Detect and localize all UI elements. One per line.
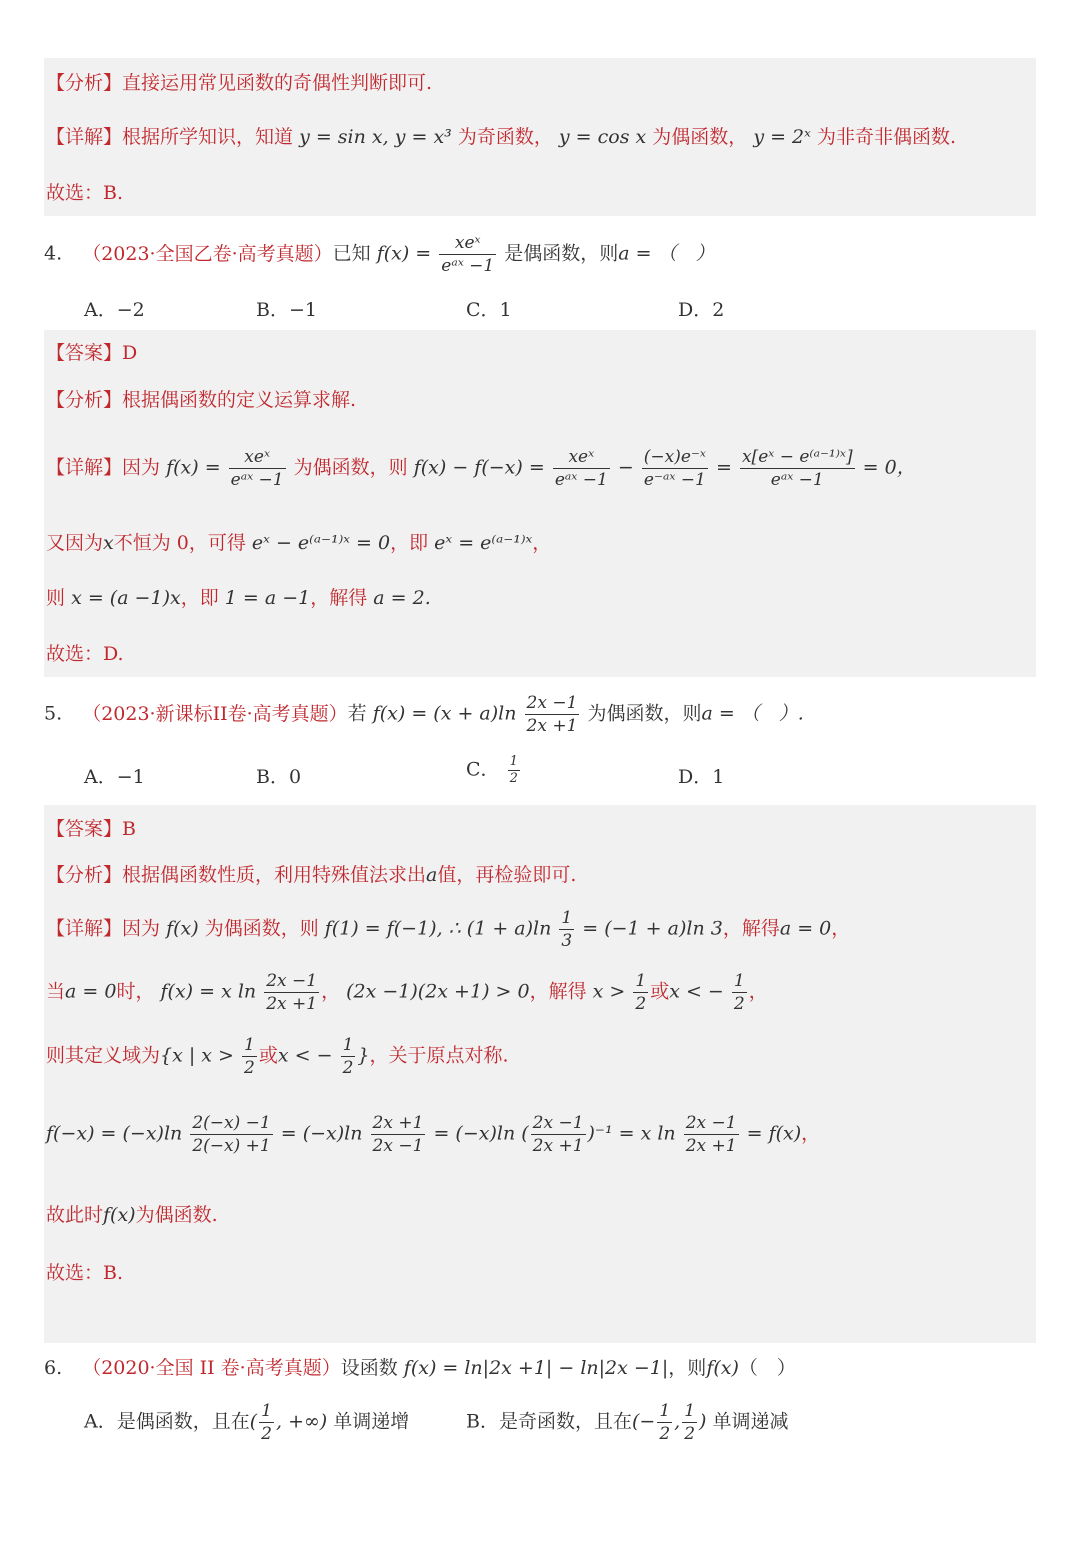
math-expr: f(x) = ln|2x +1| − ln|2x −1|: [403, 1357, 669, 1379]
math-expr: x = (a −1)x: [71, 587, 181, 609]
fraction: [190, 1112, 272, 1157]
fraction-denominator: 2: [635, 994, 647, 1014]
math-expr: a = （ ）: [618, 242, 715, 265]
fraction: [371, 1112, 426, 1157]
detail-text: 为奇函数，: [457, 126, 553, 148]
option-b: B．0: [256, 766, 302, 788]
analysis-tag: 【分析】: [46, 72, 123, 94]
detail-text: 或: [258, 1044, 278, 1067]
fraction-numerator: 1: [561, 908, 573, 928]
math-expr: )⁻¹ = x ln: [587, 1122, 676, 1145]
fraction-numerator: 1: [684, 1401, 696, 1421]
fraction: [341, 1034, 356, 1079]
fraction: [732, 970, 747, 1015]
detail-text: ，: [831, 917, 851, 940]
analysis-text: 根据偶函数的定义运算求解.: [122, 389, 357, 411]
fraction-denominator: eᵃˣ −1: [441, 256, 495, 276]
question-text: 是偶函数，则: [504, 242, 619, 265]
fraction-denominator: 2: [261, 1424, 272, 1444]
detail-text: 时，: [116, 980, 155, 1003]
fraction-numerator: 1: [261, 1401, 272, 1421]
math-expr: f(−x) = (−x)ln: [46, 1122, 183, 1145]
question-5: [44, 692, 804, 737]
fraction-numerator: 2x +1: [372, 1113, 424, 1133]
fraction-numerator: xeˣ: [229, 446, 286, 469]
answer-line: [46, 818, 136, 841]
math-expr: x < −: [277, 1044, 333, 1067]
detail-text: 故此时: [46, 1204, 104, 1226]
math-expr: f(x): [166, 917, 199, 940]
math-expr: eˣ − e⁽ᵃ⁻¹⁾ˣ = 0: [251, 532, 391, 554]
math-expr: = (−x)ln (: [433, 1122, 529, 1145]
fraction-denominator: eᵃˣ −1: [554, 470, 608, 490]
math-expr: a = 2: [373, 587, 425, 609]
math-expr: f(x): [706, 1357, 739, 1379]
detail-tag: 【详解】: [46, 917, 123, 940]
option-d: D．2: [678, 299, 725, 321]
question-source: （2023·新课标II卷·高考真题）: [82, 702, 348, 725]
fraction-numerator: 1: [244, 1035, 255, 1055]
fraction-denominator: 2: [509, 771, 518, 786]
math-expr: (: [249, 1410, 258, 1433]
math-expr: f(1) = f(−1), ∴ (1 + a)ln: [324, 917, 552, 940]
fraction-denominator: 3: [561, 931, 573, 951]
question-text: 设函数: [340, 1357, 398, 1379]
math-expr: f(x) = (x + a)ln: [372, 702, 517, 725]
fraction-numerator: 1: [659, 1401, 671, 1421]
detail-text: 则: [46, 587, 66, 609]
detail-text: ，: [532, 532, 552, 554]
fraction-denominator: e⁻ᵃˣ −1: [643, 470, 706, 490]
option-c: C．1: [466, 299, 512, 321]
option-d: D．1: [678, 766, 725, 788]
fraction-denominator: eᵃˣ −1: [770, 470, 824, 490]
detail-text: 又因为: [46, 532, 104, 554]
detail-line-4: [46, 1112, 820, 1157]
detail-text: ，: [801, 1122, 821, 1145]
math-expr: y = cos x: [558, 126, 647, 148]
analysis-text: 根据偶函数性质，利用特殊值法求出: [122, 864, 427, 886]
answer-tag: 【答案】: [46, 342, 123, 364]
math-expr: f(x) =: [166, 456, 221, 479]
analysis-line: [46, 72, 432, 95]
detail-text: 根据所学知识，知道: [122, 126, 294, 148]
option-b: [466, 1400, 789, 1445]
fraction-denominator: 2x −1: [372, 1136, 424, 1156]
fraction: [525, 692, 580, 737]
fraction: [642, 446, 708, 491]
math-expr: ): [699, 1410, 707, 1433]
fraction-denominator: 2: [342, 1058, 354, 1078]
detail-text: 为非奇非偶函数.: [816, 126, 956, 148]
math-expr: ,: [674, 1410, 681, 1433]
math-expr: = f(x): [746, 1122, 802, 1145]
detail-line: [46, 126, 956, 149]
math-expr: a: [426, 864, 438, 886]
fraction-denominator: eᵃˣ −1: [230, 470, 284, 490]
analysis-line: [46, 864, 576, 887]
option-a: [84, 1400, 409, 1445]
question-source: （2020·全国 II 卷·高考真题）: [82, 1357, 341, 1379]
fraction-numerator: xeˣ: [553, 446, 610, 469]
analysis-text: 直接运用常见函数的奇偶性判断即可.: [122, 72, 433, 94]
fraction: [740, 446, 855, 491]
question-text: 为偶函数，则: [587, 702, 702, 725]
detail-text: ，即: [390, 532, 429, 554]
math-expr: a = 0: [779, 917, 832, 940]
math-expr: = (−1 + a)ln 3: [582, 917, 723, 940]
fraction-denominator: 2(−x) +1: [192, 1136, 271, 1156]
fraction-numerator: (−x)e⁻ˣ: [643, 447, 706, 467]
math-expr: .: [424, 587, 431, 609]
detail-line: [46, 907, 850, 952]
math-expr: 1 = a −1: [224, 587, 311, 609]
math-expr: {x | x >: [160, 1044, 234, 1067]
detail-text: 为偶函数，: [652, 126, 748, 148]
fraction: [531, 1112, 586, 1157]
question-text: 已知: [332, 242, 371, 265]
math-expr: f(x) = x ln: [160, 980, 257, 1003]
option-a: A．−1: [84, 766, 145, 788]
detail-text: ，即: [180, 587, 219, 609]
answer-tag: 【答案】: [46, 818, 123, 840]
math-expr: = 0，: [862, 456, 916, 479]
fraction-numerator: 2x −1: [532, 1113, 584, 1133]
option-b: B．−1: [256, 299, 317, 321]
fraction: [259, 1400, 274, 1445]
fraction-numerator: 2x −1: [266, 971, 318, 991]
fraction: [439, 232, 496, 277]
fraction: [553, 446, 610, 491]
final-answer: 故选：B.: [46, 182, 124, 204]
math-expr: x: [103, 532, 114, 554]
final-answer: 故选：B.: [46, 1262, 124, 1284]
fraction-numerator: 2x −1: [685, 1113, 737, 1133]
question-source: （2023·全国乙卷·高考真题）: [82, 242, 333, 265]
detail-text: ，解得: [529, 980, 587, 1003]
detail-text: ，: [321, 980, 341, 1003]
math-expr: f(x) − f(−x) =: [413, 456, 545, 479]
fraction: [229, 446, 286, 491]
question-number: 5.: [44, 702, 63, 725]
fraction: [508, 754, 520, 787]
math-expr: , +∞): [275, 1410, 328, 1433]
math-expr: a = 0: [65, 980, 117, 1003]
option-label: C．: [466, 758, 500, 781]
option-c: [466, 754, 522, 787]
fraction-denominator: 2x +1: [526, 716, 578, 736]
detail-text: ，: [748, 980, 768, 1003]
math-expr: f(x) =: [376, 242, 432, 265]
fraction-denominator: 2: [684, 1424, 696, 1444]
detail-text: 为偶函数.: [135, 1204, 218, 1226]
math-expr: −: [617, 456, 634, 479]
option-text: A．是偶函数，且在: [84, 1410, 250, 1433]
option-a: A．−2: [84, 299, 145, 321]
fraction-numerator: 2(−x) −1: [192, 1113, 271, 1133]
question-number: 6.: [44, 1357, 63, 1379]
detail-text: 因为: [122, 456, 161, 479]
fraction-numerator: x[eˣ − e⁽ᵃ⁻¹⁾ˣ]: [741, 447, 853, 467]
fraction-numerator: xeˣ: [439, 232, 496, 255]
detail-text: ，解得: [310, 587, 368, 609]
math-expr: eˣ = e⁽ᵃ⁻¹⁾ˣ: [434, 532, 533, 554]
question-number: 4.: [44, 242, 63, 265]
analysis-tag: 【分析】: [46, 864, 123, 886]
detail-tag: 【详解】: [46, 456, 123, 479]
detail-text: 不恒为 0，可得: [113, 532, 246, 554]
fraction-denominator: 2: [733, 994, 745, 1014]
fraction-denominator: 2: [244, 1058, 255, 1078]
detail-line-5: [46, 1204, 218, 1227]
answer-value: D: [122, 342, 138, 364]
detail-line-2: [46, 970, 768, 1015]
detail-text: 为偶函数，则: [204, 917, 319, 940]
detail-text: ，解得: [722, 917, 780, 940]
question-4: [44, 232, 715, 277]
detail-text: ，关于原点对称.: [369, 1044, 509, 1067]
fraction: [242, 1034, 257, 1079]
fraction-numerator: 1: [342, 1035, 354, 1055]
answer-value: B: [122, 818, 136, 840]
final-answer: 故选：D.: [46, 643, 124, 665]
fraction: [633, 970, 648, 1015]
math-expr: (2x −1)(2x +1) > 0: [346, 980, 530, 1003]
fraction-denominator: 2: [659, 1424, 671, 1444]
detail-line-3: [46, 1034, 509, 1079]
fraction-numerator: 1: [733, 971, 745, 991]
question-6: [44, 1357, 796, 1380]
detail-text: 或: [650, 980, 670, 1003]
math-expr: =: [716, 456, 732, 479]
fraction-numerator: 2x −1: [526, 693, 578, 713]
math-expr: y = 2ˣ: [753, 126, 811, 148]
answer-line: [46, 342, 137, 365]
option-text: 单调递减: [712, 1410, 789, 1433]
option-text: B．是奇函数，且在: [466, 1410, 632, 1433]
analysis-line: [46, 389, 356, 412]
detail-text: 因为: [122, 917, 161, 940]
math-expr: }: [357, 1044, 370, 1067]
fraction: [559, 907, 574, 952]
math-expr: = (−x)ln: [280, 1122, 363, 1145]
fraction-denominator: 2x +1: [685, 1136, 737, 1156]
question-text: 若: [347, 702, 367, 725]
question-text: （ ）: [738, 1357, 796, 1379]
analysis-text: 值，再检验即可.: [437, 864, 577, 886]
math-expr: x < −: [669, 980, 724, 1003]
math-expr: x >: [592, 980, 626, 1003]
analysis-tag: 【分析】: [46, 389, 123, 411]
fraction: [682, 1400, 697, 1445]
fraction-denominator: 2x +1: [266, 994, 318, 1014]
detail-line-3: [46, 587, 431, 610]
detail-tag: 【详解】: [46, 126, 123, 148]
detail-text: 则其定义域为: [46, 1044, 161, 1067]
detail-line-2: [46, 532, 551, 555]
solution-box-q4: [44, 330, 1036, 677]
fraction-numerator: 1: [509, 754, 518, 769]
detail-line: [46, 446, 916, 491]
detail-text: 当: [46, 980, 66, 1003]
fraction: [657, 1400, 672, 1445]
math-expr: a = （ ）.: [701, 702, 804, 725]
fraction: [684, 1112, 739, 1157]
option-text: 单调递增: [333, 1410, 410, 1433]
detail-text: 为偶函数，则: [293, 456, 408, 479]
fraction-denominator: 2x +1: [532, 1136, 584, 1156]
fraction-numerator: 1: [635, 971, 647, 991]
math-expr: (−: [631, 1410, 656, 1433]
math-expr: y = sin x, y = x³: [299, 126, 452, 148]
math-expr: f(x): [103, 1204, 136, 1226]
fraction: [264, 970, 319, 1015]
question-text: ，则: [668, 1357, 707, 1379]
